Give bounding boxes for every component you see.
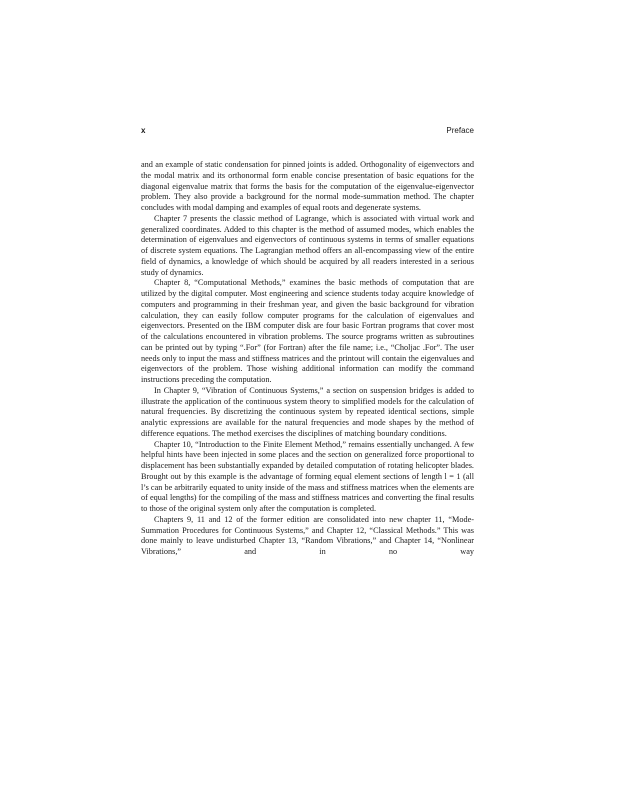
paragraph-continuation: and an example of static condensation for pinned joints is added. Orthogonality of eigenvectors and the modal matrix and its orthonormal form enable concise presentation of basic equations for the diagonal eigenvalue matrix that forms the basis for the computation of the eigenvalue-eigenvector problem. They also provide a background for the normal mode-summation method. The chapter concludes with modal damping and examples of equal roots and degenerate systems. bbox=[141, 160, 474, 212]
paragraph-chapters-consolidated: Chapters 9, 11 and 12 of the former edition are consolidated into new chapter 11, “Mode-Summation Procedures for Continuous Systems,” and Chapter 12, “Classical Methods.” This was done mainly to leave undisturbed Chapter 13, “Random Vibrations,” and Chapter 14, “Nonlinear Vibrations,” and in no way bbox=[141, 514, 474, 556]
running-title: Preface bbox=[446, 126, 474, 135]
running-head bbox=[141, 126, 474, 140]
book-page bbox=[141, 126, 474, 558]
paragraph-chapter-9: In Chapter 9, “Vibration of Continuous Systems,” a section on suspension bridges is added to illustrate the application of the continuous system theory to simplified models for the calculation of natural frequencies. By discretizing the continuous system by repeated identical sections, simple analytic expressions are available for the natural frequencies and mode shapes by the method of difference equations. The method exercises the disciplines of matching boundary conditions. bbox=[141, 385, 474, 438]
page-number: x bbox=[141, 126, 146, 135]
paragraph-chapter-7: Chapter 7 presents the classic method of Lagrange, which is associated with virtual work and generalized coordinates. Added to this chapter is the method of assumed modes, which enables the determination of eigenvalues and eigenvectors of continuous systems in terms of smaller equations of discrete system equations. The Lagrangian method offers an all-encompassing view of the entire field of dynamics, a knowledge of which should be acquired by all readers interested in a serious study of dynamics. bbox=[141, 213, 474, 277]
paragraph-chapter-8: Chapter 8, “Computational Methods,” examines the basic methods of computation that are utilized by the digital computer. Most engineering and science students today acquire knowledge of computers and programming in their freshman year, and given the basic background for vibration calculation, they can easily follow computer programs for the calculation of eigenvalues and eigenvectors. Presented on the IBM computer disk are four basic Fortran programs that cover most of the calculations encountered in vibration problems. The source programs written as subroutines can be printed out by typing “.For” (for Fortran) after the file name; i.e., “Choljac .For”. The user needs only to input the mass and stiffness matrices and the printout will contain the eigenvalues and eigenvectors of the problem. Those wishing additional information can modify the command instructions preceding the computation. bbox=[141, 278, 474, 384]
paragraph-chapter-10: Chapter 10, “Introduction to the Finite Element Method,” remains essentially unchanged. A few helpful hints have been injected in some places and the section on generalized force proportional to displacement has been substantially expanded by detailed computation of rotating helicopter blades. Brought out by this example is the advantage of forming equal element sections of length l = 1 (all l’s can be arbitrarily equated to unity inside of the mass and stiffness matrices when the elements are of equal lengths) for the compiling of the mass and stiffness matrices and converting the final results to those of the original system only after the computation is completed. bbox=[141, 439, 474, 513]
